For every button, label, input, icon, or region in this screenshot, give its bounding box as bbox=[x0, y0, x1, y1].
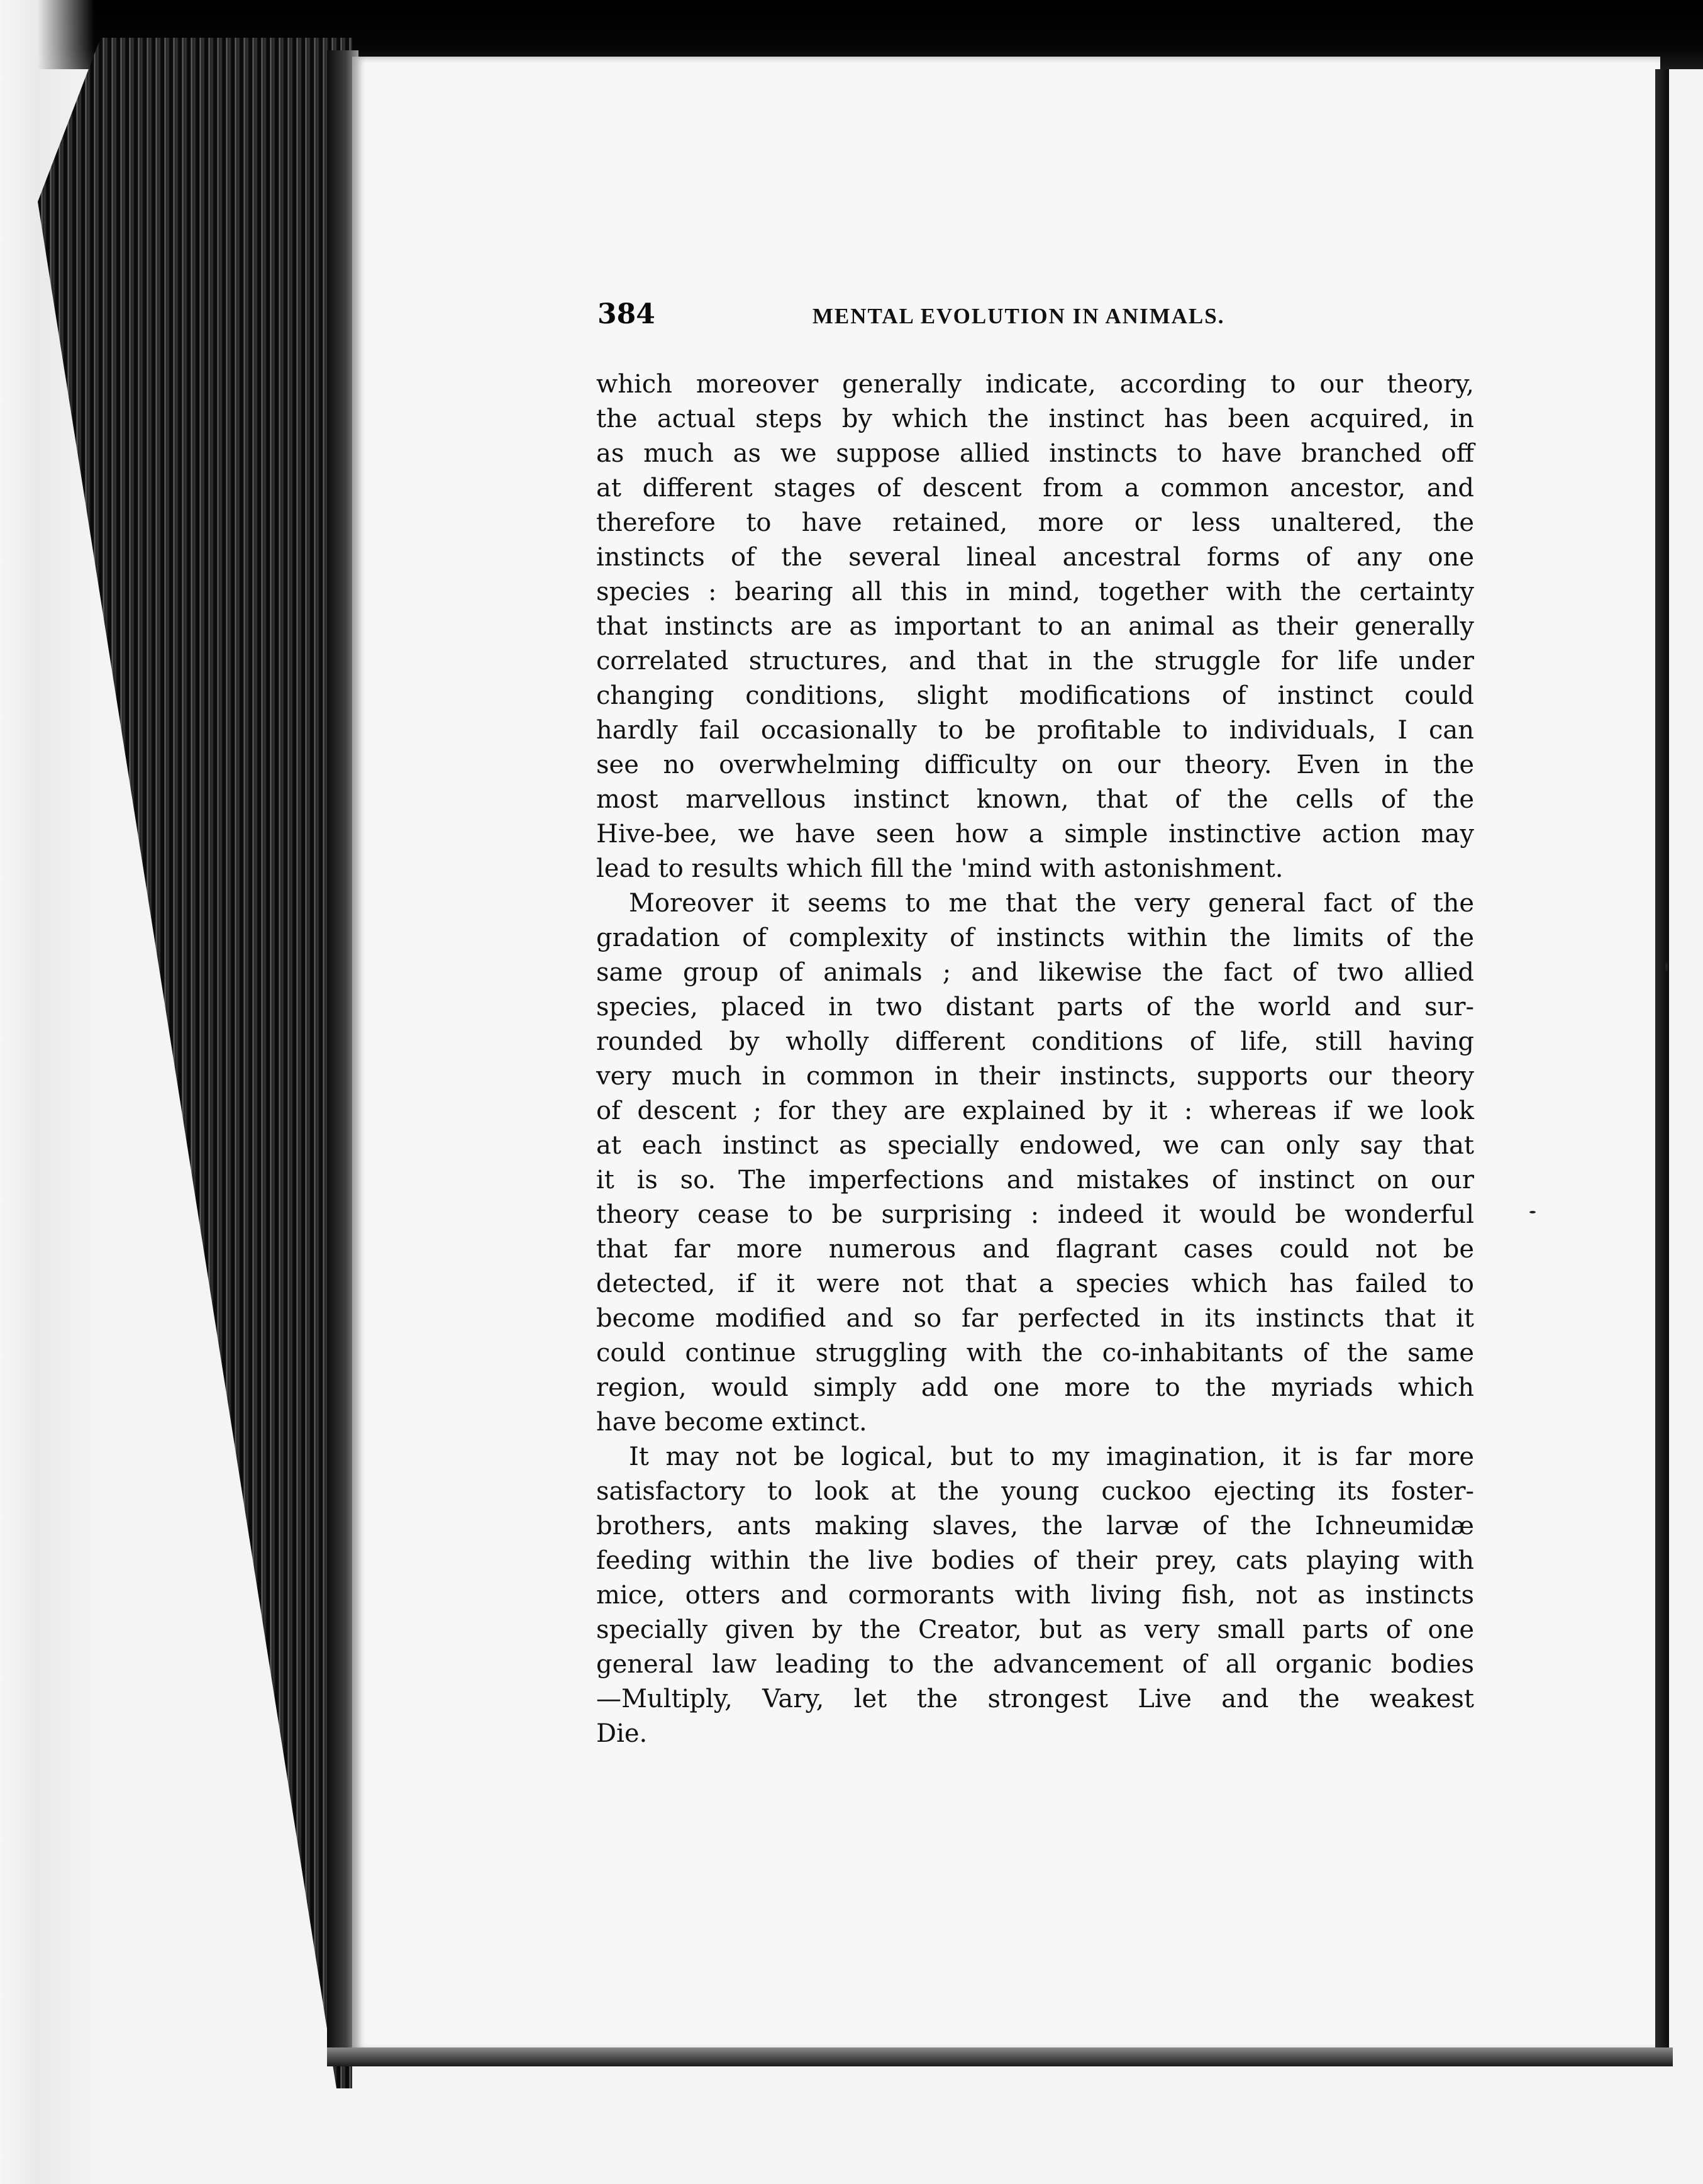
text-line: species, placed in two distant parts of the world and sur- bbox=[596, 993, 1474, 1022]
text-line: Hive-bee, we have seen how a simple instinctive action may bbox=[596, 820, 1474, 849]
text-line: at each instinct as specially endowed, we can only say that bbox=[596, 1131, 1474, 1160]
text-line: satisfactory to look at the young cuckoo ejecting its foster- bbox=[596, 1477, 1474, 1506]
text-line: therefore to have retained, more or less unaltered, the bbox=[596, 508, 1474, 537]
text-line: as much as we suppose allied instincts to have branched off bbox=[596, 439, 1474, 468]
text-line: Moreover it seems to me that the very general fact of the bbox=[629, 889, 1474, 918]
text-line: changing conditions, slight modifications of instinct could bbox=[596, 681, 1474, 710]
text-line: Die. bbox=[596, 1719, 648, 1748]
text-line: specially given by the Creator, but as very small parts of one bbox=[596, 1615, 1474, 1644]
text-line: feeding within the live bodies of their prey, cats playing with bbox=[596, 1546, 1474, 1575]
text-line: have become extinct. bbox=[596, 1408, 867, 1437]
scan-speck bbox=[1665, 962, 1668, 971]
text-line: hardly fail occasionally to be profitable to individuals, I can bbox=[596, 716, 1474, 745]
text-line: theory cease to be surprising : indeed it would be wonderful bbox=[596, 1200, 1474, 1229]
text-line: become modified and so far perfected in its instincts that it bbox=[596, 1304, 1474, 1333]
text-line: region, would simply add one more to the myriads which bbox=[596, 1373, 1474, 1402]
text-line: instincts of the several lineal ancestral forms of any one bbox=[596, 543, 1474, 572]
text-line: gradation of complexity of instincts within the limits of the bbox=[596, 923, 1474, 952]
text-line: that instincts are as important to an animal as their generally bbox=[596, 612, 1474, 641]
text-line: it is so. The imperfections and mistakes of instinct on our bbox=[596, 1166, 1474, 1195]
text-line: the actual steps by which the instinct has been acquired, in bbox=[596, 404, 1474, 433]
text-line: most marvellous instinct known, that of the cells of the bbox=[596, 785, 1474, 814]
text-line: correlated structures, and that in the struggle for life under bbox=[596, 647, 1474, 676]
text-line: at different stages of descent from a common ancestor, and bbox=[596, 474, 1474, 503]
text-line: —Multiply, Vary, let the strongest Live and the weakest bbox=[596, 1685, 1474, 1713]
text-line: of descent ; for they are explained by it : whereas if we look bbox=[596, 1096, 1474, 1125]
running-head bbox=[597, 298, 1277, 342]
text-line: same group of animals ; and likewise the fact of two allied bbox=[596, 958, 1474, 987]
page-number: 384 bbox=[597, 298, 655, 330]
body-text bbox=[596, 367, 1474, 1751]
text-line: rounded by wholly different conditions of life, still having bbox=[596, 1027, 1474, 1056]
text-line: mice, otters and cormorants with living fish, not as instincts bbox=[596, 1581, 1474, 1610]
scan-speck bbox=[1529, 1211, 1536, 1213]
text-line: general law leading to the advancement of all organic bodies bbox=[596, 1650, 1474, 1679]
text-line: which moreover generally indicate, according to our theory, bbox=[596, 370, 1474, 399]
text-line: species : bearing all this in mind, together with the certainty bbox=[596, 577, 1474, 606]
text-line: very much in common in their instincts, supports our theory bbox=[596, 1062, 1474, 1091]
text-line: could continue struggling with the co-inhabitants of the same bbox=[596, 1339, 1474, 1368]
text-line: It may not be logical, but to my imagination, it is far more bbox=[629, 1442, 1474, 1471]
text-line: detected, if it were not that a species which has failed to bbox=[596, 1269, 1474, 1298]
text-line: brothers, ants making slaves, the larvæ of the Ichneumidæ bbox=[596, 1512, 1474, 1540]
text-line: see no overwhelming difficulty on our theory. Even in the bbox=[596, 750, 1474, 779]
running-title: MENTAL EVOLUTION IN ANIMALS. bbox=[812, 304, 1225, 328]
text-line: lead to results which fill the 'mind with astonishment. bbox=[596, 854, 1284, 883]
facing-page-edge bbox=[1655, 69, 1669, 2057]
text-line: that far more numerous and flagrant cases could not be bbox=[596, 1235, 1474, 1264]
page-bottom-edge bbox=[327, 2048, 1673, 2066]
